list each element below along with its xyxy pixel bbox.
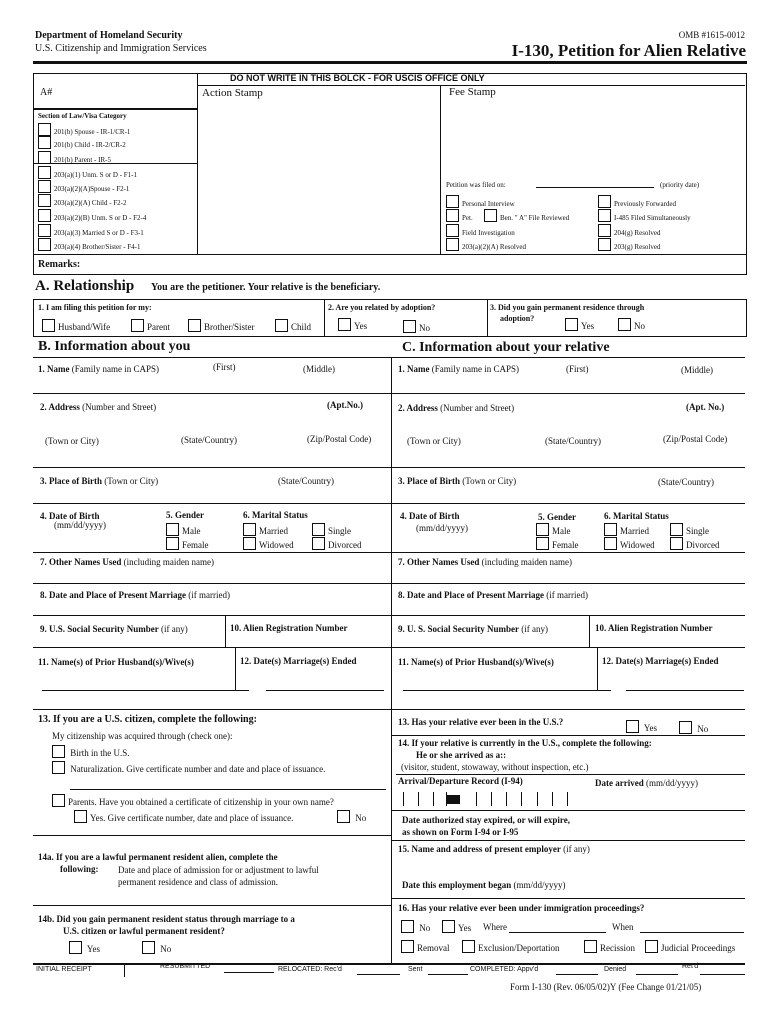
c-q14-arrived[interactable]: He or she arrived as a:: <box>416 750 507 760</box>
b-town-label[interactable]: (Town or City) <box>45 436 99 446</box>
b-alien-reg-label[interactable]: 10. Alien Registration Number <box>230 623 348 633</box>
agency-name: U.S. Citizenship and Immigration Services <box>35 43 207 54</box>
c-alien-reg-label[interactable]: 10. Alien Registration Number <box>595 623 713 633</box>
checkbox[interactable] <box>679 721 692 734</box>
check-label: 203(a)(2)(A) Resolved <box>462 243 526 251</box>
male-label: Male <box>552 526 571 536</box>
checkbox[interactable] <box>403 320 416 333</box>
removal-label: Removal <box>417 943 450 953</box>
checkbox[interactable] <box>626 720 639 733</box>
prior-spouse-line[interactable] <box>42 690 249 691</box>
checkbox[interactable] <box>38 136 51 149</box>
checkbox[interactable] <box>446 238 459 251</box>
checkbox[interactable] <box>312 537 325 550</box>
checkbox[interactable] <box>536 523 549 536</box>
checkbox[interactable] <box>484 209 497 222</box>
female-label: Female <box>552 540 579 550</box>
b-prior-spouses-label: 11. Name(s) of Prior Husband(s)/Wive(s) <box>38 657 194 667</box>
checkbox[interactable] <box>670 537 683 550</box>
b-marriage-row[interactable]: 8. Date and Place of Present Marriage (if married) <box>40 590 231 600</box>
check-label: Previously Forwarded <box>614 200 677 208</box>
dept-name: Department of Homeland Security <box>35 30 183 41</box>
no-label: No <box>160 944 172 954</box>
parents-yes-label: Yes. Give certificate number, date and place of issuance. <box>90 813 294 823</box>
category-label: 203(a)(4) Brother/Sister - F4-1 <box>54 243 141 251</box>
checkbox[interactable] <box>38 209 51 222</box>
b-q14a-text2: permanent residence and class of admission. <box>118 877 278 887</box>
section-b-title: B. Information about you <box>38 339 191 354</box>
c-q16-label: 16. Has your relative ever been under immigration proceedings? <box>398 903 645 913</box>
b-pob-state-label: (State/Country) <box>278 476 334 486</box>
relocated-label: RELOCATED: Rec'd <box>278 966 342 973</box>
b-gender-label: 5. Gender <box>166 510 204 520</box>
option-label: Brother/Sister <box>204 322 255 332</box>
check-label: 204(g) Resolved <box>614 229 661 237</box>
c-marital-label: 6. Marital Status <box>604 511 669 521</box>
header-rule <box>33 61 747 64</box>
option-label: Yes <box>581 321 595 331</box>
checkbox[interactable] <box>243 523 256 536</box>
resubmitted-label: RESUBMITTED <box>160 963 211 970</box>
action-divider <box>197 73 198 255</box>
office-banner: DO NOT WRITE IN THIS BOLCK - FOR USCIS OFFICE ONLY <box>230 73 485 83</box>
section-a-title: A. Relationship <box>35 278 135 294</box>
exclusion-label: Exclusion/Deportation <box>478 943 560 953</box>
female-label: Female <box>182 540 209 550</box>
b-q14a-text1: Date and place of admission for or adjustment to lawful <box>118 865 319 875</box>
checkbox[interactable] <box>337 810 350 823</box>
petition-filed-line[interactable] <box>536 187 654 188</box>
c-q13-label: 13. Has your relative ever been in the U.S.? <box>398 717 564 727</box>
checkbox[interactable] <box>598 195 611 208</box>
c-apt-label: (Apt. No.) <box>686 402 725 412</box>
checkbox[interactable] <box>52 794 65 807</box>
no-label: No <box>419 923 431 933</box>
single-label: Single <box>686 526 710 536</box>
check-label: 203(g) Resolved <box>614 243 661 251</box>
option-label: Child <box>291 322 312 332</box>
b-other-names-row[interactable]: 7. Other Names Used (including maiden name) <box>40 557 215 567</box>
b-address-row[interactable]: 2. Address (Number and Street) <box>40 402 157 412</box>
yes-label: Yes <box>643 723 658 733</box>
checkbox[interactable] <box>446 195 459 208</box>
checkbox[interactable] <box>401 920 414 933</box>
q3-label-cont: adoption? <box>500 314 535 323</box>
b-apt-label: (Apt.No.) <box>327 400 363 410</box>
c-dob-label: 4. Date of Birth <box>400 511 460 521</box>
checkbox[interactable] <box>565 318 578 331</box>
checkbox[interactable] <box>142 941 155 954</box>
c-other-names-row[interactable]: 7. Other Names Used (including maiden name) <box>398 557 573 567</box>
check-label: Pet. <box>462 214 473 222</box>
section-a-subtitle: You are the petitioner. Your relative is the beneficiary. <box>151 282 381 293</box>
denied-label: Denied <box>604 966 627 973</box>
checkbox[interactable] <box>584 940 597 953</box>
checkbox[interactable] <box>38 123 51 136</box>
c-marriage-row[interactable]: 8. Date and Place of Present Marriage (if married) <box>398 590 589 600</box>
category-label: 203(a)(2)(A)Spouse - F2-1 <box>54 185 130 193</box>
c-town-label[interactable]: (Town or City) <box>407 436 461 446</box>
married-label: Married <box>620 526 649 536</box>
category-label: 203(a)(2)(A) Child - F2-2 <box>54 199 127 207</box>
b-state-label: (State/Country) <box>181 435 237 445</box>
checkbox[interactable] <box>52 745 65 758</box>
checkbox[interactable] <box>38 166 51 179</box>
checkbox[interactable] <box>38 194 51 207</box>
checkbox[interactable] <box>670 523 683 536</box>
b-ssn-row[interactable]: 9. U.S. Social Security Number (if any) <box>40 624 188 634</box>
date-ended-line[interactable] <box>266 690 384 691</box>
initial-receipt-label: INITIAL RECEIPT <box>36 966 92 973</box>
b-first-label: (First) <box>213 362 236 372</box>
checkbox[interactable] <box>42 319 55 332</box>
checkbox[interactable] <box>131 319 144 332</box>
form-title: I-130, Petition for Alien Relative <box>511 41 746 60</box>
b-middle-label: (Middle) <box>303 364 335 374</box>
b-name-row[interactable]: 1. Name (Family name in CAPS) <box>38 364 159 374</box>
remarks-box[interactable] <box>33 254 747 275</box>
option-label: Yes <box>354 321 368 331</box>
c-pob-state-label: (State/Country) <box>658 477 714 487</box>
i94-separator-block <box>446 795 460 804</box>
c-date-ended-label: 12. Date(s) Marriage(s) Ended <box>602 656 719 666</box>
b-zip-label: (Zip/Postal Code) <box>307 434 372 444</box>
c-gender-label: 5. Gender <box>538 512 576 522</box>
b-q14a-label: 14a. If you are a lawful permanent resident alien, complete the <box>38 852 278 862</box>
form-identifier: Form I-130 (Rev. 06/05/02)Y (Fee Change 01/21/05) <box>510 982 702 992</box>
checkbox[interactable] <box>462 940 475 953</box>
b-dob-label: 4. Date of Birth <box>40 511 100 521</box>
parents-no-label: No <box>355 813 367 823</box>
option-label: Husband/Wife <box>58 322 111 332</box>
judicial-label: Judicial Proceedings <box>661 943 736 953</box>
c-first-label: (First) <box>566 364 589 374</box>
married-label: Married <box>259 526 288 536</box>
check-label: Personal Interview <box>462 200 515 208</box>
check-label: I-485 Filed Simultaneously <box>614 214 691 222</box>
q3-label: 3. Did you gain permanent residence through <box>490 303 645 312</box>
c-prior-spouses-label: 11. Name(s) of Prior Husband(s)/Wive(s) <box>398 657 554 667</box>
checkbox[interactable] <box>275 319 288 332</box>
c-name-row[interactable]: 1. Name (Family name in CAPS) <box>398 364 519 374</box>
category-label: 201(b) Spouse - IR-1/CR-1 <box>54 128 131 136</box>
checkbox[interactable] <box>38 238 51 251</box>
a-number-rule <box>33 108 197 110</box>
checkbox[interactable] <box>188 319 201 332</box>
q1-label: 1. I am filing this petition for my: <box>38 303 152 312</box>
checkbox[interactable] <box>401 940 414 953</box>
checkbox[interactable] <box>446 209 459 222</box>
q2-label: 2. Are you related by adoption? <box>328 303 436 312</box>
prior-spouse-line[interactable] <box>403 690 611 691</box>
recission-label: Recission <box>600 943 635 953</box>
checkbox[interactable] <box>38 224 51 237</box>
section-c-title: C. Information about your relative <box>402 340 610 355</box>
checkbox[interactable] <box>442 920 455 933</box>
checkbox[interactable] <box>243 537 256 550</box>
remarks-label: Remarks: <box>38 259 81 270</box>
checkbox[interactable] <box>645 940 658 953</box>
naturalization-label: Naturalization. Give certificate number and date and place of issuance. <box>70 764 326 774</box>
b-q14a-following: following: <box>60 864 99 874</box>
option-label: No <box>419 323 430 333</box>
checkbox[interactable] <box>604 523 617 536</box>
c-stay-label[interactable]: Date authorized stay expired, or will expire, <box>402 815 570 825</box>
c-employment-row[interactable]: Date this employment began (mm/dd/yyyy) <box>402 880 566 890</box>
option-label: No <box>634 321 645 331</box>
b-q13-sub: My citizenship was acquired through (check one): <box>52 731 233 741</box>
fee-divider <box>440 85 441 255</box>
category-label: 203(a)(2)(B) Unm. S or D - F2-4 <box>54 214 147 222</box>
b-q14b-label: 14b. Did you gain permanent resident status through marriage to a <box>38 914 295 924</box>
birth-us-label: Birth in the U.S. <box>70 748 130 758</box>
when-line[interactable] <box>640 932 744 933</box>
naturalization-line[interactable] <box>70 789 386 790</box>
checkbox[interactable] <box>69 941 82 954</box>
checkbox[interactable] <box>618 318 631 331</box>
checkbox[interactable] <box>446 224 459 237</box>
checkbox[interactable] <box>166 537 179 550</box>
b-dob-hint[interactable]: (mm/dd/yyyy) <box>54 520 106 530</box>
divorced-label: Divorced <box>686 540 720 550</box>
checkbox[interactable] <box>74 810 87 823</box>
c-address-row[interactable]: 2. Address (Number and Street) <box>398 403 515 413</box>
c-state-label: (State/Country) <box>545 436 601 446</box>
checkbox[interactable] <box>598 238 611 251</box>
checkbox[interactable] <box>338 318 351 331</box>
when-label: When <box>612 922 634 932</box>
checkbox[interactable] <box>536 537 549 550</box>
where-label: Where <box>483 922 507 932</box>
category-label: 201(b) Child - IR-2/CR-2 <box>54 141 126 149</box>
checkbox[interactable] <box>598 209 611 222</box>
column-divider <box>391 357 392 964</box>
widowed-label: Widowed <box>259 540 294 550</box>
category-label: 203(a)(3) Married S or D - F3-1 <box>54 229 144 237</box>
b-q13-label: 13. If you are a U.S. citizen, complete the following: <box>38 714 257 725</box>
c-middle-label: (Middle) <box>681 365 713 375</box>
priority-date-label: (priority date) <box>660 181 700 189</box>
checkbox[interactable] <box>52 761 65 774</box>
b-pob-row[interactable]: 3. Place of Birth (Town or City) <box>40 476 159 486</box>
checkbox[interactable] <box>166 523 179 536</box>
c-pob-row[interactable]: 3. Place of Birth (Town or City) <box>398 476 517 486</box>
option-label: Parent <box>147 322 170 332</box>
check-label: Field Investigation <box>462 229 515 237</box>
category-label: 203(a)(1) Unm. S or D - F1-1 <box>54 171 138 179</box>
checkbox[interactable] <box>604 537 617 550</box>
male-label: Male <box>182 526 201 536</box>
no-label: No <box>697 724 709 734</box>
c-dob-hint[interactable]: (mm/dd/yyyy) <box>416 523 468 533</box>
c-date-arrived-row[interactable]: Date arrived (mm/dd/yyyy) <box>595 778 698 788</box>
retd-label: Ret'd <box>682 963 699 970</box>
widowed-label: Widowed <box>620 540 655 550</box>
single-label: Single <box>328 526 352 536</box>
c-q14-hint: (visitor, student, stowaway, without inspection, etc.) <box>401 762 589 772</box>
b-q14b-label-cont: U.S. citizen or lawful permanent resident? <box>63 926 225 936</box>
yes-label: Yes <box>86 944 101 954</box>
a-number-label: A# <box>40 87 53 98</box>
yes-label: Yes <box>458 923 472 933</box>
divorced-label: Divorced <box>328 540 362 550</box>
where-line[interactable] <box>509 932 606 933</box>
omb-number: OMB #1615-0012 <box>678 30 745 40</box>
parents-label: Parents. Have you obtained a certificate of citizenship in your own name? <box>68 797 334 807</box>
category-label: 201(b) Parent - IR-5 <box>54 156 111 164</box>
petition-filed-label: Petition was filed on: <box>446 181 506 189</box>
date-ended-line[interactable] <box>626 690 744 691</box>
fee-stamp-label[interactable]: Fee Stamp <box>449 86 496 98</box>
c-zip-label: (Zip/Postal Code) <box>663 434 728 444</box>
c-stay-label-cont: as shown on Form I-94 or I-95 <box>402 827 519 837</box>
visa-category-title: Section of Law/Visa Category <box>38 112 127 120</box>
c-q15-row[interactable]: 15. Name and address of present employer (if any) <box>398 844 590 854</box>
c-q14-label: 14. If your relative is currently in the U.S., complete the following: <box>398 738 652 748</box>
checkbox[interactable] <box>312 523 325 536</box>
checkbox[interactable] <box>38 180 51 193</box>
b-marital-label: 6. Marital Status <box>243 510 308 520</box>
c-i94-label: Arrival/Departure Record (I-94) <box>398 776 523 786</box>
checkbox[interactable] <box>598 224 611 237</box>
completed-label: COMPLETED: Appv'd <box>470 966 539 973</box>
c-ssn-row[interactable]: 9. U. S. Social Security Number (if any) <box>398 624 548 634</box>
check-label: Ben. " A" File Reviewed <box>500 214 570 222</box>
sent-label: Sent <box>408 966 423 973</box>
b-date-ended-label: 12. Date(s) Marriage(s) Ended <box>240 656 357 666</box>
action-stamp-label[interactable]: Action Stamp <box>202 87 263 99</box>
